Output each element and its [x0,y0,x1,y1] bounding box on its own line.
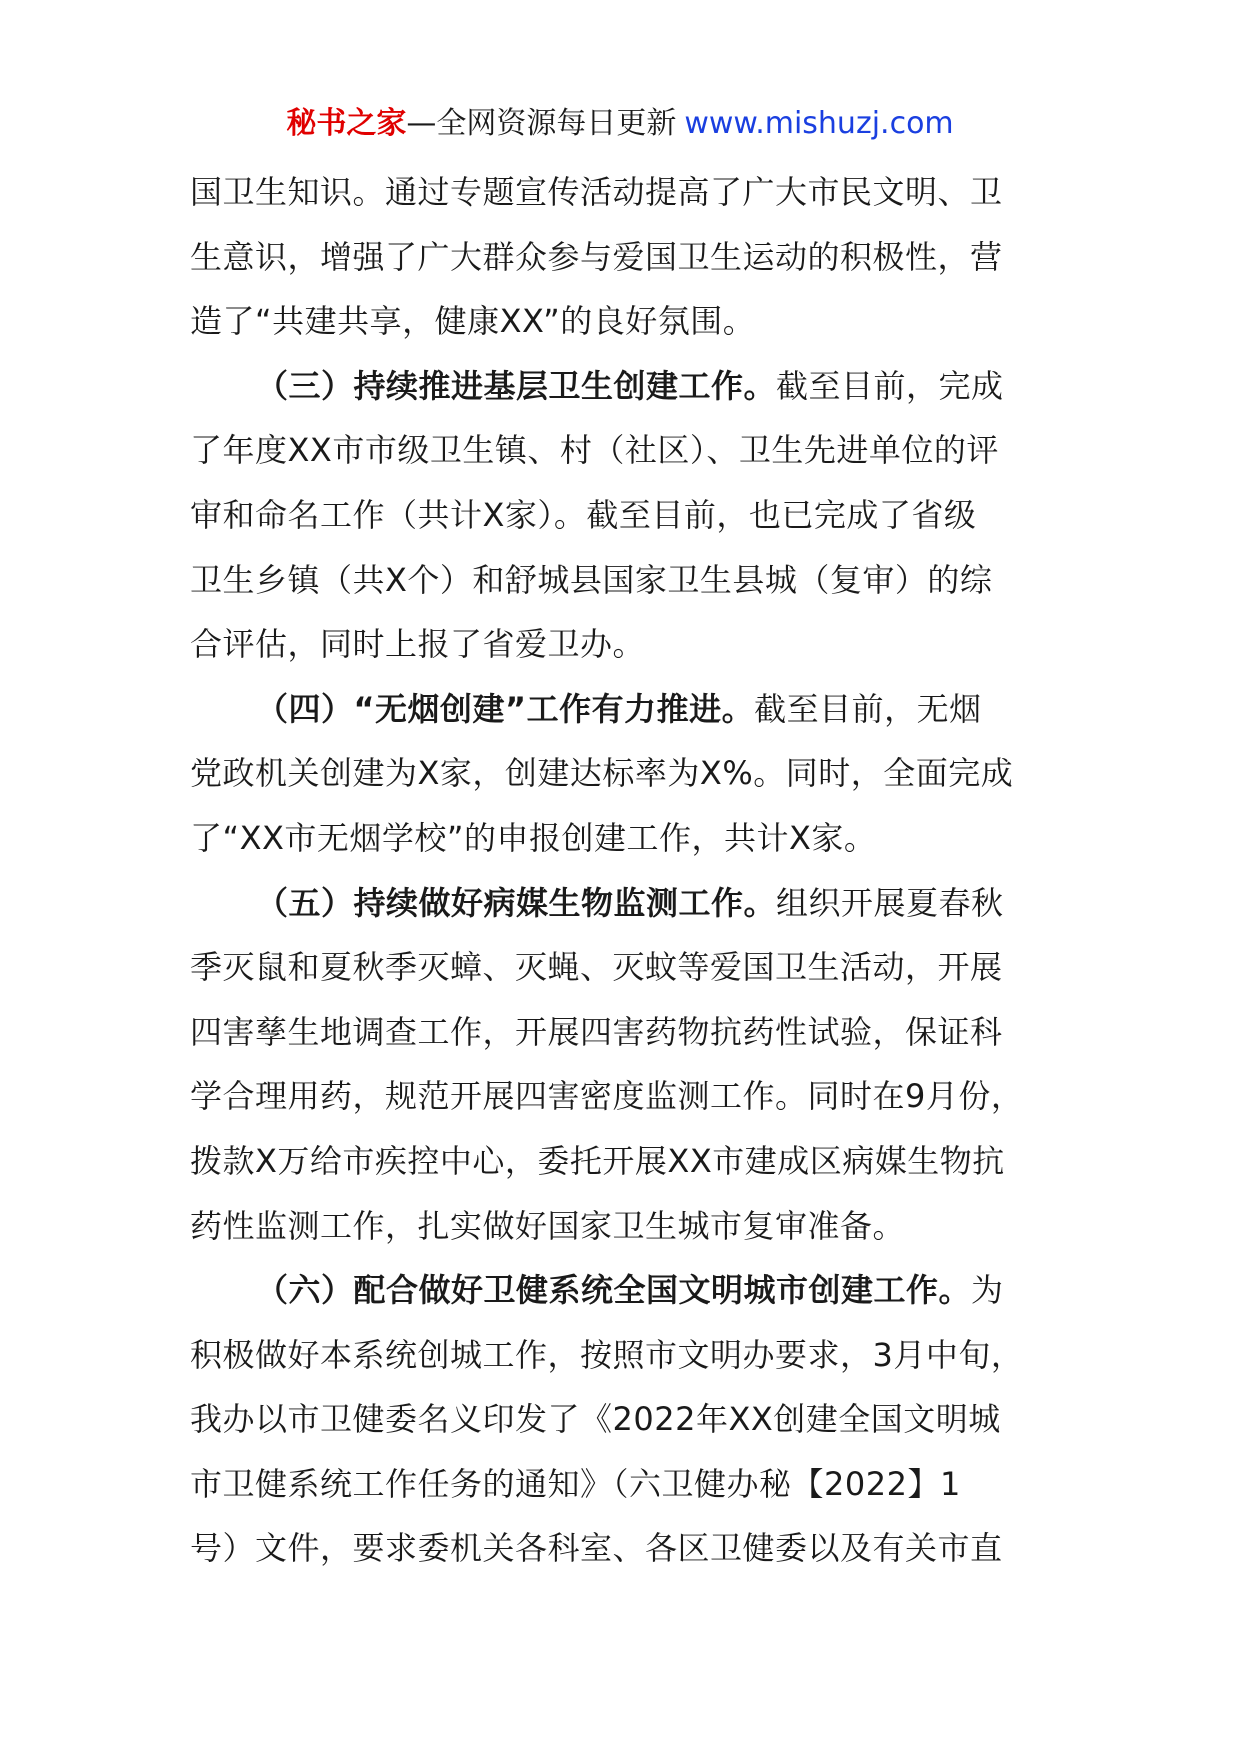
text-line: 市卫健系统工作任务的通知》（六卫健办秘【2022】1 [190,1464,961,1503]
text-line: 了年度XX市市级卫生镇、村（社区）、卫生先进单位的评 [190,431,999,470]
header-tagline: —全网资源每日更新 [406,106,677,141]
text-line: 积极做好本系统创城工作，按照市文明办要求，3月中旬， [190,1335,1024,1374]
section-4-heading: （四）“无烟创建”工作有力推进。 [256,689,755,728]
text-line: 我办以市卫健委名义印发了《2022年XX创建全国文明城 [190,1400,1001,1439]
text-line: 拨款X万给市疾控中心，委托开展XX市建成区病媒生物抗 [190,1141,1005,1180]
text-line: 四害孳生地调查工作，开展四害药物抗药性试验，保证科 [190,1012,1003,1051]
section-3-first-line [190,354,1062,419]
text-line: 国卫生知识。通过专题宣传活动提高了广大市民文明、卫 [190,173,1003,211]
section-4-lead: 截至目前，无烟 [754,689,982,728]
section-4-first-line [190,677,1062,742]
text-line: 卫生乡镇（共X个）和舒城县国家卫生县城（复审）的综 [190,560,993,599]
text-line: 造了“共建共享，健康XX”的良好氛围。 [190,302,756,341]
page-header [0,104,1240,144]
section-3-lead: 截至目前，完成 [776,366,1004,405]
text-line: 合评估，同时上报了省爱卫办。 [190,625,646,664]
text-line: 药性监测工作，扎实做好国家卫生城市复审准备。 [190,1206,906,1245]
text-line: 学合理用药，规范开展四害密度监测工作。同时在9月份， [190,1077,1024,1116]
text-line: 了“XX市无烟学校”的申报创建工作，共计X家。 [190,818,877,857]
text-line: 号）文件，要求委机关各科室、各区卫健委以及有关市直 [190,1529,1003,1568]
section-6-lead: 为 [971,1271,1004,1310]
section-6-heading: （六）配合做好卫健系统全国文明城市创建工作。 [256,1271,972,1310]
section-5-first-line [190,871,1062,936]
document-body [190,160,1062,1581]
section-6-first-line [190,1258,1062,1323]
brand-name: 秘书之家 [286,106,407,141]
text-line: 季灭鼠和夏秋季灭蟑、灭蝇、灭蚊等爱国卫生活动，开展 [190,948,1003,987]
section-5-lead: 组织开展夏春秋 [776,883,1004,922]
section-5-heading: （五）持续做好病媒生物监测工作。 [256,883,777,922]
section-3-heading: （三）持续推进基层卫生创建工作。 [256,366,777,405]
text-line: 生意识，增强了广大群众参与爱国卫生运动的积极性，营 [190,237,1003,276]
website-url[interactable]: www.mishuzj.com [684,106,954,141]
text-line: 党政机关创建为X家，创建达标率为X%。同时，全面完成 [190,754,1014,793]
text-line: 审和命名工作（共计X家）。截至目前，也已完成了省级 [190,495,977,534]
